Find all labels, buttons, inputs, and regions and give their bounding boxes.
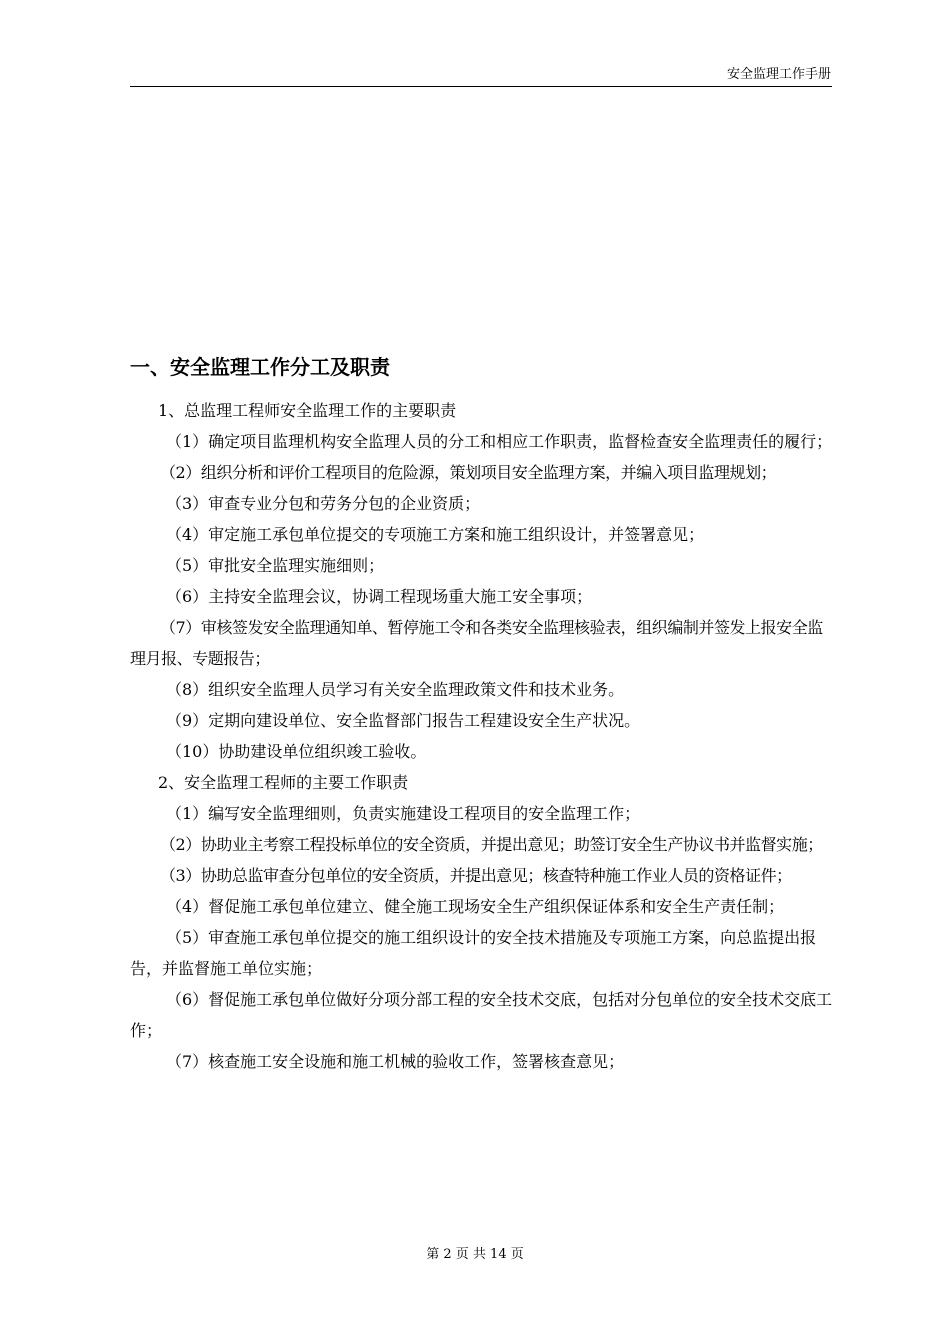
running-header: 安全监理工作手册 (726, 67, 831, 82)
duty-item: （6）主持安全监理会议，协调工程现场重大施工安全事项； (166, 587, 593, 606)
duty-item: （1）编写安全监理细则，负责实施建设工程项目的安全监理工作； (166, 804, 641, 823)
subsection-title: 2、安全监理工程师的主要工作职责 (158, 773, 409, 792)
duty-item: （7）核查施工安全设施和施工机械的验收工作，签署核查意见； (166, 1052, 625, 1071)
section-body (130, 395, 833, 1077)
duty-item: （4）审定施工承包单位提交的专项施工方案和施工组织设计，并签署意见； (166, 525, 705, 544)
duty-item: （6）督促施工承包单位做好分项分部工程的安全技术交底，包括对分包单位的安全技术交底工作； (130, 990, 833, 1040)
duty-item: （8）组织安全监理人员学习有关安全监理政策文件和技术业务。 (166, 680, 625, 699)
duty-item: （4）督促施工承包单位建立、健全施工现场安全生产组织保证体系和安全生产责任制； (166, 897, 785, 916)
duty-item: （2）组织分析和评价工程项目的危险源，策划项目安全监理方案，并编入项目监理规划； (160, 463, 777, 482)
duty-item: （5）审查施工承包单位提交的施工组织设计的安全技术措施及专项施工方案，向总监提出报告，并监督施工单位实施； (130, 928, 817, 978)
header-rule (130, 86, 832, 87)
duty-item: （2）协助业主考察工程投标单位的安全资质，并提出意见；助签订安全生产协议书并监督实施； (160, 835, 823, 854)
page-number: 第 2 页 共 14 页 (426, 1247, 524, 1262)
section-heading: 一、安全监理工作分工及职责 (130, 355, 390, 379)
duty-item: （3）协助总监审查分包单位的安全资质，并提出意见；核查特种施工作业人员的资格证件； (160, 866, 792, 885)
subsection-title: 1、总监理工程师安全监理工作的主要职责 (158, 401, 457, 420)
duty-item: （5）审批安全监理实施细则； (166, 556, 385, 575)
duty-item: （1）确定项目监理机构安全监理人员的分工和相应工作职责，监督检查安全监理责任的履行； (166, 432, 833, 451)
duty-item: （3）审查专业分包和劳务分包的企业资质； (166, 494, 481, 513)
duty-item: （7）审核签发安全监理通知单、暂停施工令和各类安全监理核验表，组织编制并签发上报安全监理月报、专题报告； (130, 618, 823, 668)
duty-item: （9）定期向建设单位、安全监督部门报告工程建设安全生产状况。 (166, 711, 641, 730)
duty-item: （10）协助建设单位组织竣工验收。 (166, 742, 427, 761)
